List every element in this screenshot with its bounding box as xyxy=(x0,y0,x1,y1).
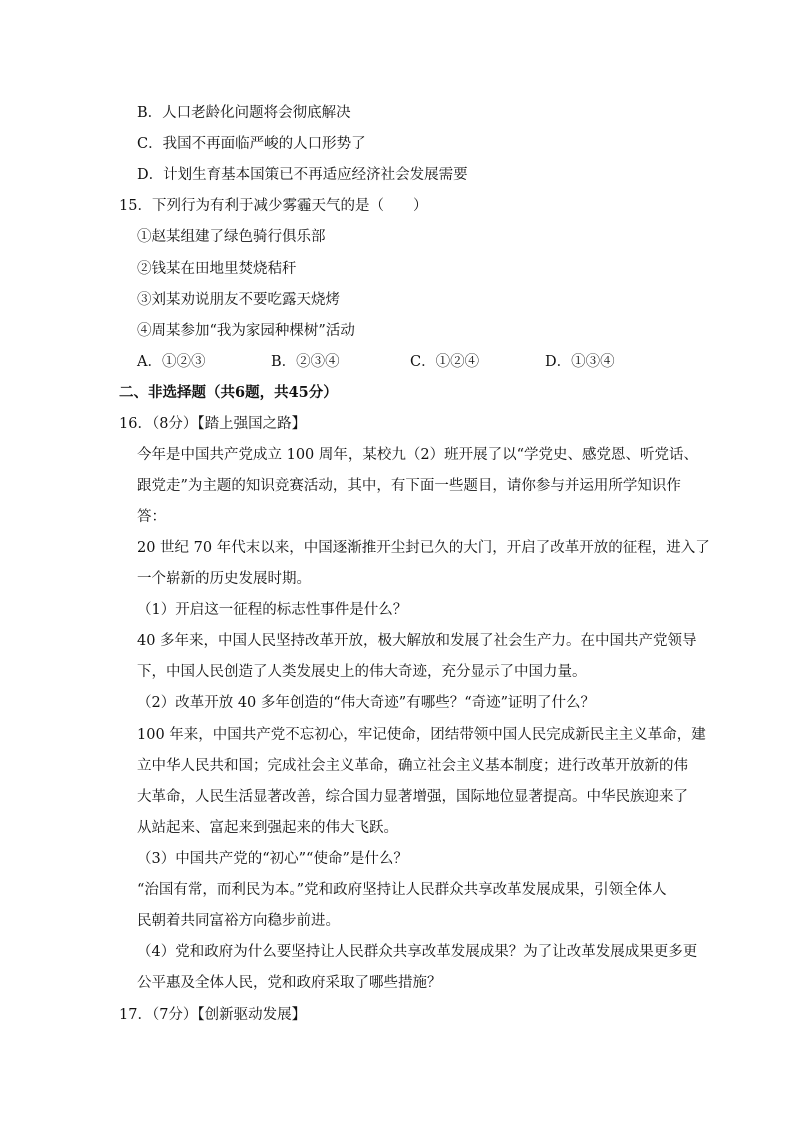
q16-question-1: （1）开启这一征程的标志性事件是什么？ xyxy=(137,602,408,618)
q14-option-b: B．人口老龄化问题将会彻底解决 xyxy=(137,105,351,121)
q16-question-2: （2）改革开放 40 多年创造的“伟大奇迹”有哪些？“奇迹”证明了什么？ xyxy=(137,695,596,711)
q15-stem: 15．下列行为有利于减少雾霾天气的是（ ） xyxy=(119,198,428,214)
q15-choice-a: A．①②③ xyxy=(137,354,206,370)
q15-choice-b: B．②③④ xyxy=(271,354,340,370)
q16-header: 16．（8分）【踏上强国之路】 xyxy=(119,416,307,432)
q16-intro-line-3: 答： xyxy=(137,509,166,525)
q15-item-2: ②钱某在田地里焚烧秸秆 xyxy=(137,261,297,277)
q16-intro-line-2: 跟党走”为主题的知识竞赛活动，其中，有下面一些题目，请你参与并运用所学知识作 xyxy=(137,478,681,494)
q17-header: 17．（7分）【创新驱动发展】 xyxy=(119,1007,307,1023)
q16-material2-line-2: 下，中国人民创造了人类发展史上的伟大奇迹，充分显示了中国力量。 xyxy=(137,664,587,680)
q16-material3-line-3: 大革命，人民生活显著改善，综合国力显著增强，国际地位显著提高。中华民族迎来了 xyxy=(137,789,688,805)
q16-material3-line-4: 从站起来、富起来到强起来的伟大飞跃。 xyxy=(137,820,398,836)
q16-material4-line-2: 民朝着共同富裕方向稳步前进。 xyxy=(137,913,340,929)
q15-choice-d: D．①③④ xyxy=(545,354,615,370)
q16-material3-line-1: 100 年来，中国共产党不忘初心，牢记使命，团结带领中国人民完成新民主主义革命，建 xyxy=(137,727,706,743)
q15-item-3: ③刘某劝说朋友不要吃露天烧烤 xyxy=(137,292,340,308)
q16-question-3: （3）中国共产党的“初心”“使命”是什么？ xyxy=(137,851,408,867)
q15-choices xyxy=(137,352,657,372)
q16-material1-line-1: 20 世纪 70 年代末以来，中国逐渐推开尘封已久的大门，开启了改革开放的征程，进入了 xyxy=(137,540,710,556)
section-title: 二、非选择题（共6题，共45分） xyxy=(119,384,338,401)
q14-option-c: C．我国不再面临严峻的人口形势了 xyxy=(137,136,366,152)
q16-material1-line-2: 一个崭新的历史发展时期。 xyxy=(137,571,311,587)
q14-option-d: D．计划生育基本国策已不再适应经济社会发展需要 xyxy=(137,167,468,183)
q16-question-4-line-1: （4）党和政府为什么要坚持让人民群众共享改革发展成果？为了让改革发展成果更多更 xyxy=(137,944,698,960)
q16-material2-line-1: 40 多年来，中国人民坚持改革开放，极大解放和发展了社会生产力。在中国共产党领导 xyxy=(137,633,697,649)
q15-item-4: ④周某参加“我为家园种棵树”活动 xyxy=(137,323,355,339)
q16-material3-line-2: 立中华人民共和国；完成社会主义革命，确立社会主义基本制度；进行改革开放新的伟 xyxy=(137,758,688,774)
q15-item-1: ①赵某组建了绿色骑行俱乐部 xyxy=(137,229,326,245)
q16-question-4-line-2: 公平惠及全体人民，党和政府采取了哪些措施？ xyxy=(137,975,442,991)
q16-material4-line-1: “治国有常，而利民为本。”党和政府坚持让人民群众共享改革发展成果，引领全体人 xyxy=(137,882,667,898)
q15-choice-c: C．①②④ xyxy=(410,354,480,370)
q16-intro-line-1: 今年是中国共产党成立 100 周年，某校九（2）班开展了以“学党史、感党恩、听党话、 xyxy=(137,447,699,463)
